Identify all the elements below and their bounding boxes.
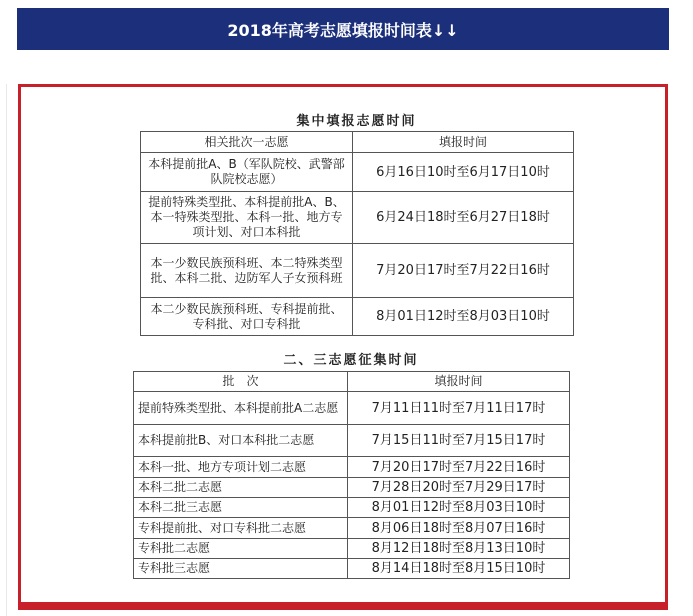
time-cell: 8月01日12时至8月03日10时	[348, 498, 570, 518]
batch-cell: 专科批三志愿	[134, 559, 348, 579]
table-row	[134, 392, 570, 425]
time-cell: 8月06日18时至8月07日16时	[348, 518, 570, 539]
table-row	[134, 478, 570, 498]
table-row	[141, 153, 574, 192]
page-edge-line	[6, 84, 7, 616]
table-row	[141, 244, 574, 298]
time-cell: 7月11日11时至7月11日17时	[348, 392, 570, 425]
time-cell: 8月14日18时至8月15日10时	[348, 559, 570, 579]
section2-title: 二、三志愿征集时间	[283, 353, 419, 368]
column-header: 批 次	[134, 372, 348, 392]
table-row	[134, 457, 570, 478]
column-header: 填报时间	[348, 372, 570, 392]
table-row	[134, 559, 570, 579]
batch-cell: 本科二批三志愿	[134, 498, 348, 518]
column-header: 填报时间	[353, 132, 574, 153]
batch-cell: 本一少数民族预科班、本二特殊类型批、本科二批、边防军人子女预科班	[141, 244, 353, 298]
page-title: 2018年高考志愿填报时间表↓↓	[227, 20, 459, 40]
time-cell: 6月24日18时至6月27日18时	[353, 192, 574, 244]
batch-cell: 本科二批二志愿	[134, 478, 348, 498]
time-cell: 6月16日10时至6月17日10时	[353, 153, 574, 192]
content-frame-bottom-border	[18, 602, 668, 610]
time-cell: 7月20日17时至7月22日16时	[353, 244, 574, 298]
time-cell: 8月01日12时至8月03日10时	[353, 298, 574, 336]
time-cell: 7月20日17时至7月22日16时	[348, 457, 570, 478]
batch-cell: 本二少数民族预科班、专科提前批、专科批、对口专科批	[141, 298, 353, 336]
table-row	[134, 539, 570, 559]
table-row	[134, 498, 570, 518]
table-header-row	[134, 372, 570, 392]
time-cell: 8月12日18时至8月13日10时	[348, 539, 570, 559]
column-header: 相关批次一志愿	[141, 132, 353, 153]
batch-cell: 本科一批、地方专项计划二志愿	[134, 457, 348, 478]
section2-table	[133, 371, 570, 579]
batch-cell: 专科批二志愿	[134, 539, 348, 559]
batch-cell: 本科提前批B、对口本科批二志愿	[134, 425, 348, 457]
table-row	[141, 192, 574, 244]
page-title-banner	[17, 8, 669, 50]
time-cell: 7月28日20时至7月29日17时	[348, 478, 570, 498]
batch-cell: 提前特殊类型批、本科提前批A、B、本一特殊类型批、本科一批、地方专项计划、对口本科批	[141, 192, 353, 244]
batch-cell: 提前特殊类型批、本科提前批A二志愿	[134, 392, 348, 425]
time-cell: 7月15日11时至7月15日17时	[348, 425, 570, 457]
section1-table	[140, 131, 574, 336]
table-row	[134, 518, 570, 539]
batch-cell: 专科提前批、对口专科批二志愿	[134, 518, 348, 539]
table-header-row	[141, 132, 574, 153]
batch-cell: 本科提前批A、B（军队院校、武警部队院校志愿）	[141, 153, 353, 192]
table-row	[134, 425, 570, 457]
section1-title: 集中填报志愿时间	[296, 114, 417, 129]
table-row	[141, 298, 574, 336]
